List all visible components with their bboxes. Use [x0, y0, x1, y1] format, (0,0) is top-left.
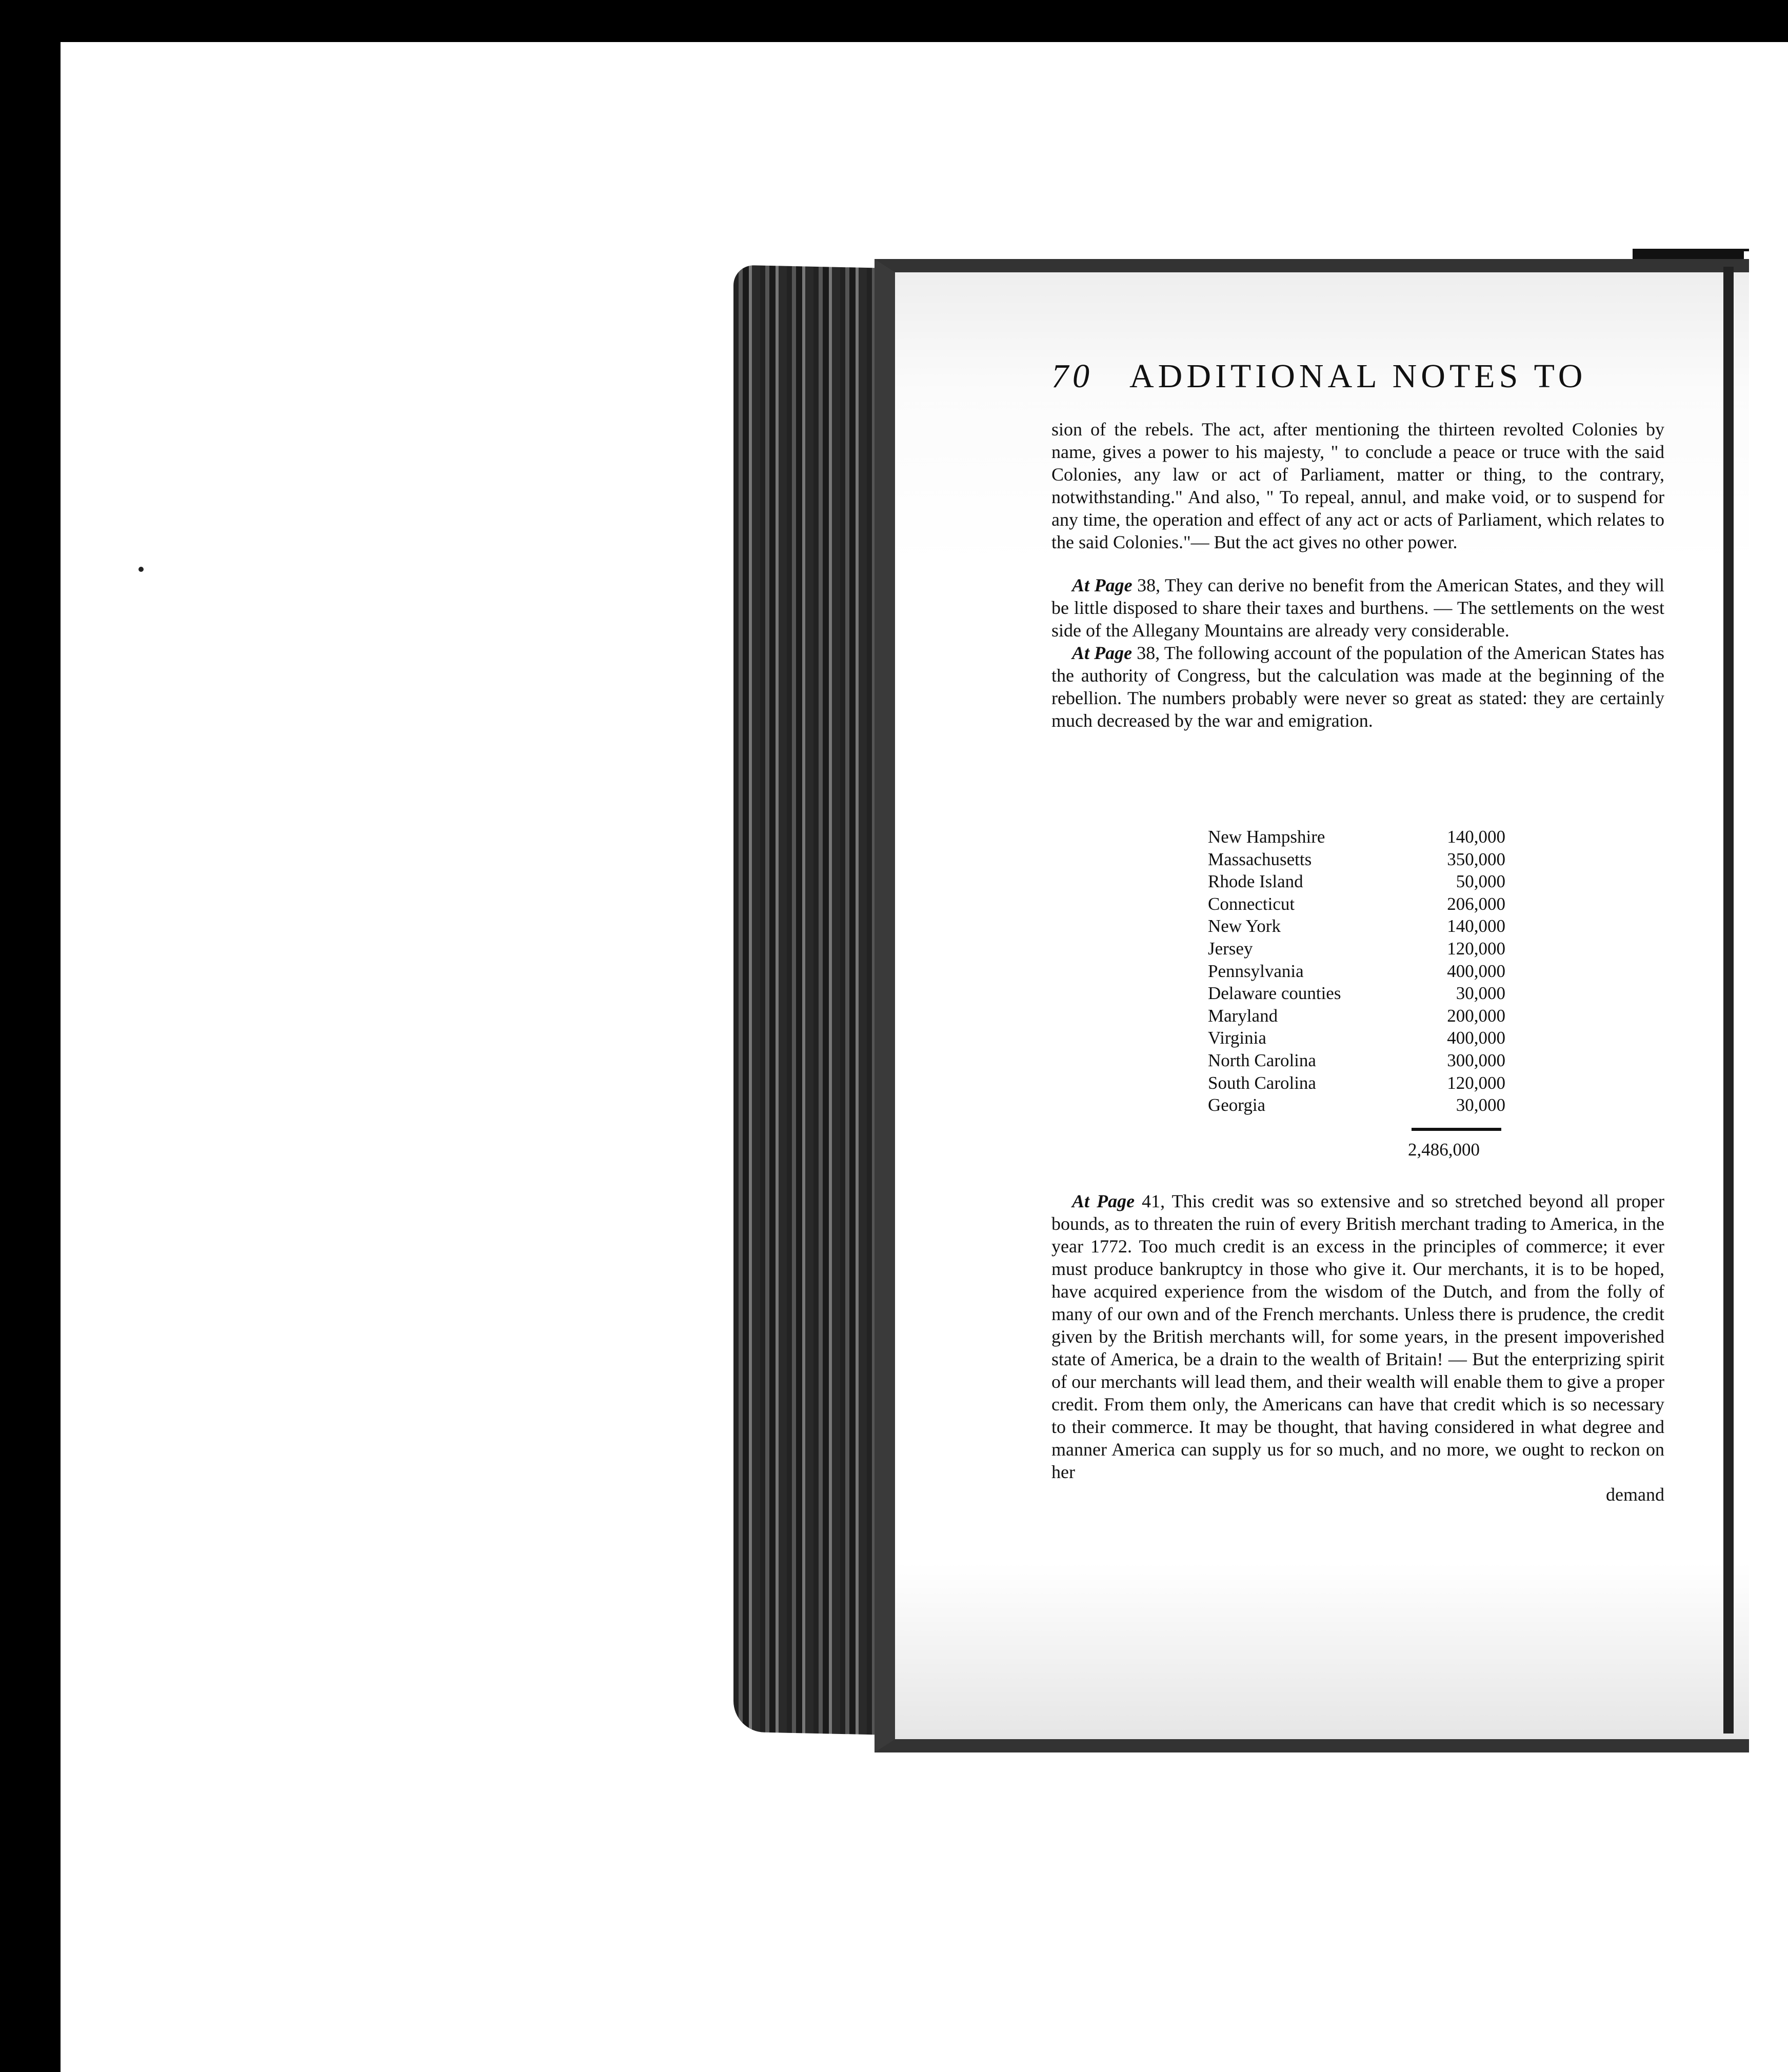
table-row [1208, 826, 1505, 848]
sum-rule [1412, 1128, 1501, 1131]
page-number: 70 [1051, 357, 1094, 395]
paragraph-2 [1051, 574, 1664, 642]
population-total: 2,486,000 [1408, 1140, 1480, 1160]
population-count: 140,000 [1447, 827, 1505, 847]
table-row [1208, 1049, 1505, 1072]
table-row [1208, 915, 1505, 938]
population-count: 120,000 [1447, 938, 1505, 959]
paragraph-2-lead: At Page [1072, 575, 1133, 595]
paragraph-3-lead: At Page [1072, 643, 1133, 663]
population-count: 206,000 [1447, 893, 1505, 914]
state-name: Pennsylvania [1208, 961, 1304, 981]
table-row [1208, 870, 1505, 893]
running-head: ADDITIONAL NOTES TO [1129, 357, 1587, 395]
state-name: New York [1208, 916, 1281, 937]
paragraph-4-lead: At Page [1072, 1191, 1135, 1211]
table-row [1208, 893, 1505, 915]
state-name: Maryland [1208, 1005, 1278, 1026]
state-name: North Carolina [1208, 1050, 1316, 1070]
table-row [1208, 1072, 1505, 1094]
paragraph-3-text: 38, The following account of the population of the American States has the authority of Congress, but the calculation was made at the beginning of the rebellion. The numbers probably were never so great as stated: they are certainly much decreased by the war and emigration. [1051, 643, 1665, 731]
body-text-bottom [1051, 1190, 1664, 1506]
population-count: 50,000 [1456, 871, 1505, 892]
table-row [1208, 960, 1505, 983]
speck [138, 567, 144, 572]
state-name: Virginia [1208, 1028, 1266, 1048]
paragraph-4-text: 41, This credit was so extensive and so stretched beyond all proper bounds, as to threaten the ruin of every British merchant trading to America, in the year 1772. Too much credit is an excess in the principles of commerce; it ever must produce bankruptcy in those who give it. Our merchants, it is to be hoped, have acquired experience from the wisdom of the Dutch, and from the folly of many of our own and of the French merchants. Unless there is prudence, the credit given by the British merchants will, for some years, in the present impoverished state of America, be a drain to the wealth of Britain! — But the enterprizing spirit of our merchants will lead them, and their wealth will enable them to give a proper credit. From them only, the Americans can have that credit which is so necessary to their commerce. It may be thought, that having considered in what degree and manner America can supply us for so much, and no more, we ought to reckon on her [1051, 1191, 1665, 1482]
population-count: 140,000 [1447, 916, 1505, 937]
catchword: demand [1606, 1484, 1664, 1505]
body-text-top [1051, 418, 1664, 732]
running-header [1051, 357, 1626, 398]
paragraph-4 [1051, 1190, 1664, 1483]
population-count: 400,000 [1447, 1028, 1505, 1048]
table-row [1208, 1005, 1505, 1027]
state-name: South Carolina [1208, 1072, 1316, 1093]
population-count: 120,000 [1447, 1072, 1505, 1093]
table-row [1208, 938, 1505, 960]
paragraph-2-text: 38, They can derive no benefit from the American States, and they will be little disposed to share their taxes and burthens. — The settlements on the west side of the Allegany Mountains are already very considerable. [1051, 575, 1665, 641]
table-row [1208, 848, 1505, 871]
state-name: Georgia [1208, 1095, 1266, 1115]
state-name: Delaware counties [1208, 983, 1341, 1004]
paragraph-1: sion of the rebels. The act, after mentioning the thirteen revolted Colonies by name, gives a power to his majesty, " to conclude a peace or truce with the said Colonies, any law or act of Parliament, matter or thing, to the contrary, notwithstanding." And also, " To repeal, annul, and make void, or to suspend for any time, the operation and effect of any act or acts of Parliament, which relates to the said Colonies."— But the act gives no other power. [1051, 419, 1664, 552]
population-count: 30,000 [1456, 1095, 1505, 1115]
state-name: Connecticut [1208, 893, 1295, 914]
page-gutter [1723, 267, 1734, 1734]
state-name: Jersey [1208, 938, 1253, 959]
population-count: 400,000 [1447, 961, 1505, 981]
population-table [1208, 826, 1505, 1117]
table-row [1208, 1027, 1505, 1049]
state-name: Massachusetts [1208, 849, 1312, 869]
paragraph-3 [1051, 642, 1664, 732]
population-count: 200,000 [1447, 1005, 1505, 1026]
state-name: New Hampshire [1208, 827, 1325, 847]
table-row [1208, 982, 1505, 1005]
population-count: 300,000 [1447, 1050, 1505, 1070]
population-count: 30,000 [1456, 983, 1505, 1004]
state-name: Rhode Island [1208, 871, 1303, 892]
population-count: 350,000 [1447, 849, 1505, 869]
table-row [1208, 1094, 1505, 1117]
